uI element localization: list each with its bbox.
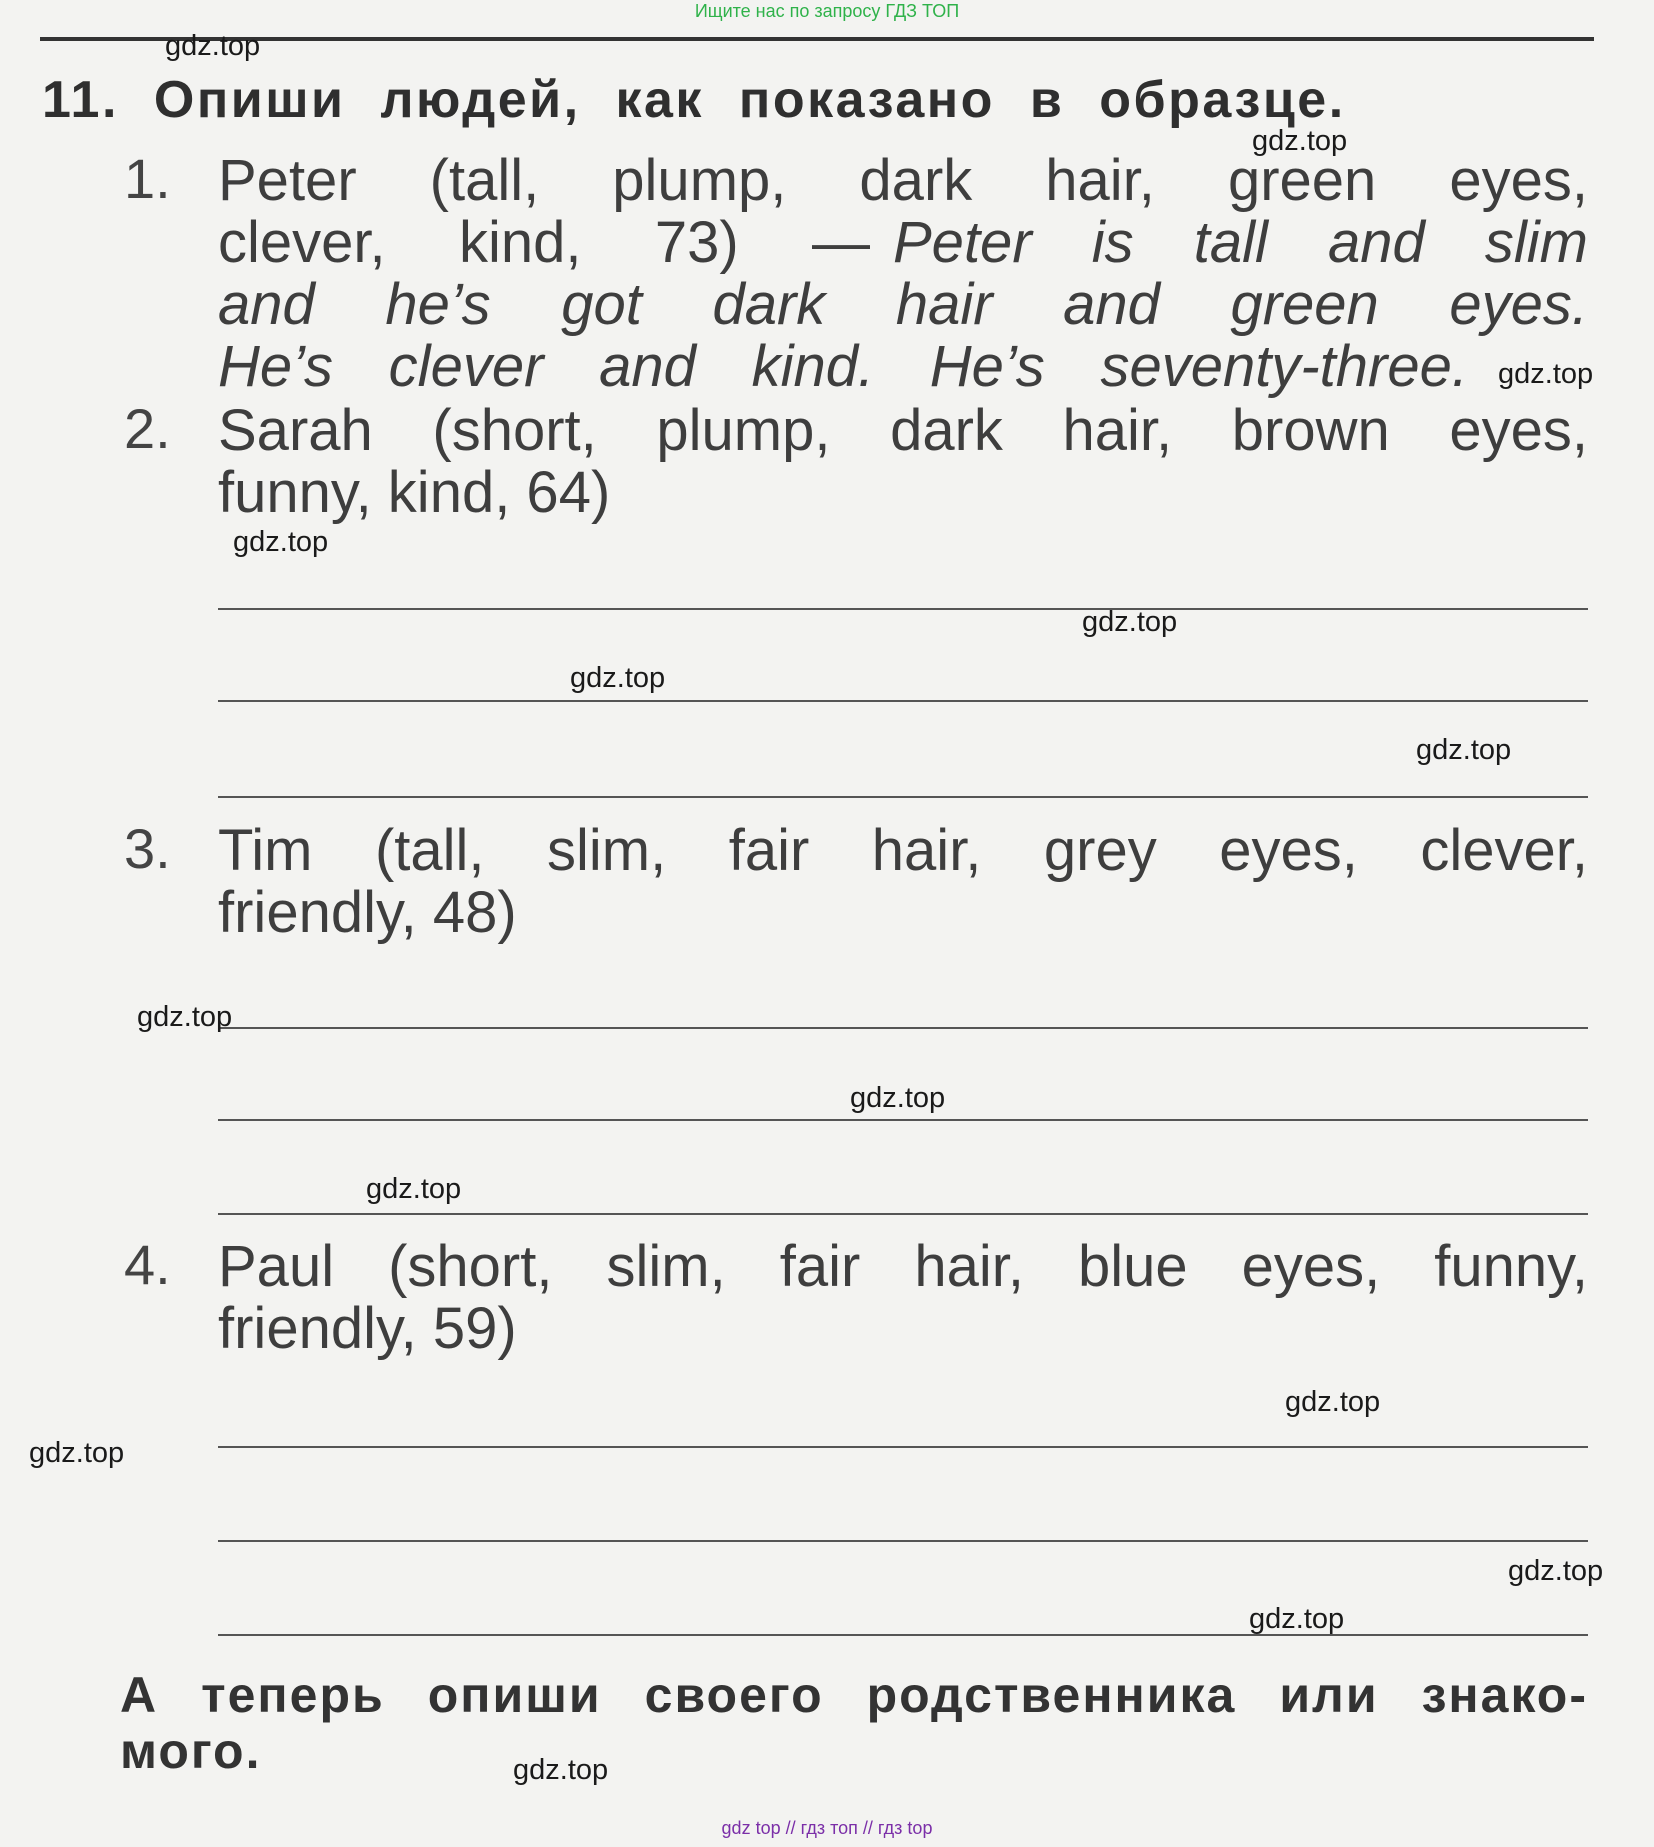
closing-task-line-2: мого. (120, 1723, 262, 1779)
watermark: gdz.top (1082, 606, 1178, 638)
item-1-example-line-2: and he’s got dark hair and green eyes. (218, 272, 1588, 337)
item-4-answer-line-1[interactable] (218, 1446, 1588, 1448)
watermark: gdz.top (1252, 125, 1348, 157)
watermark: gdz.top (1416, 734, 1512, 766)
item-2-line-1: Sarah (short, plump, dark hair, brown eyes, (218, 398, 1588, 463)
watermark: gdz.top (1508, 1555, 1604, 1587)
item-1-number: 1. (124, 147, 171, 210)
top-banner: Ищите нас по запросу ГДЗ ТОП (694, 1, 960, 21)
watermark: gdz.top (165, 30, 261, 62)
watermark: gdz.top (366, 1173, 462, 1205)
watermark: gdz.top (137, 1001, 233, 1033)
item-2-answer-line-1[interactable] (218, 608, 1588, 610)
watermark: gdz.top (850, 1082, 946, 1114)
watermark: gdz.top (233, 526, 329, 558)
item-1-line-2 (218, 212, 1588, 274)
item-3-answer-line-1[interactable] (218, 1027, 1588, 1029)
watermark: gdz.top (570, 662, 666, 694)
watermark: gdz.top (1285, 1386, 1381, 1418)
top-divider (40, 37, 1594, 41)
bottom-banner: gdz top // гдз топ // гдз top (721, 1818, 933, 1838)
item-3-line-1: Tim (tall, slim, fair hair, grey eyes, clever, (218, 818, 1588, 883)
item-3-answer-line-2[interactable] (218, 1119, 1588, 1121)
item-4-answer-line-2[interactable] (218, 1540, 1588, 1542)
item-1-prompt-line-1: Peter (tall, plump, dark hair, green eyes, (218, 148, 1588, 213)
item-4-line-1: Paul (short, slim, fair hair, blue eyes, funny, (218, 1234, 1588, 1299)
item-2-answer-line-2[interactable] (218, 700, 1588, 702)
watermark: gdz.top (513, 1754, 609, 1786)
watermark: gdz.top (1498, 358, 1594, 390)
item-2-number: 2. (124, 397, 171, 460)
item-4-line-2: friendly, 59) (218, 1296, 517, 1361)
watermark: gdz.top (29, 1437, 125, 1469)
item-1-example-line-1: Peter is tall and slim (893, 210, 1588, 275)
item-2-answer-line-3[interactable] (218, 796, 1588, 798)
item-1-example-line-3: He’s clever and kind. He’s seventy-three. (218, 334, 1468, 399)
item-2-line-2: funny, kind, 64) (218, 460, 611, 525)
item-1-prompt-line-2: clever, kind, 73) — (218, 210, 870, 275)
item-3-answer-line-3[interactable] (218, 1213, 1588, 1215)
item-3-line-2: friendly, 48) (218, 880, 517, 945)
watermark: gdz.top (1249, 1603, 1345, 1635)
item-4-answer-line-3[interactable] (218, 1634, 1588, 1636)
closing-task-line-1: А теперь опиши своего родственника или знако- (120, 1667, 1588, 1723)
exercise-heading: 11. Опиши людей, как показано в образце. (42, 71, 1346, 129)
item-4-number: 4. (124, 1233, 171, 1296)
item-3-number: 3. (124, 817, 171, 880)
